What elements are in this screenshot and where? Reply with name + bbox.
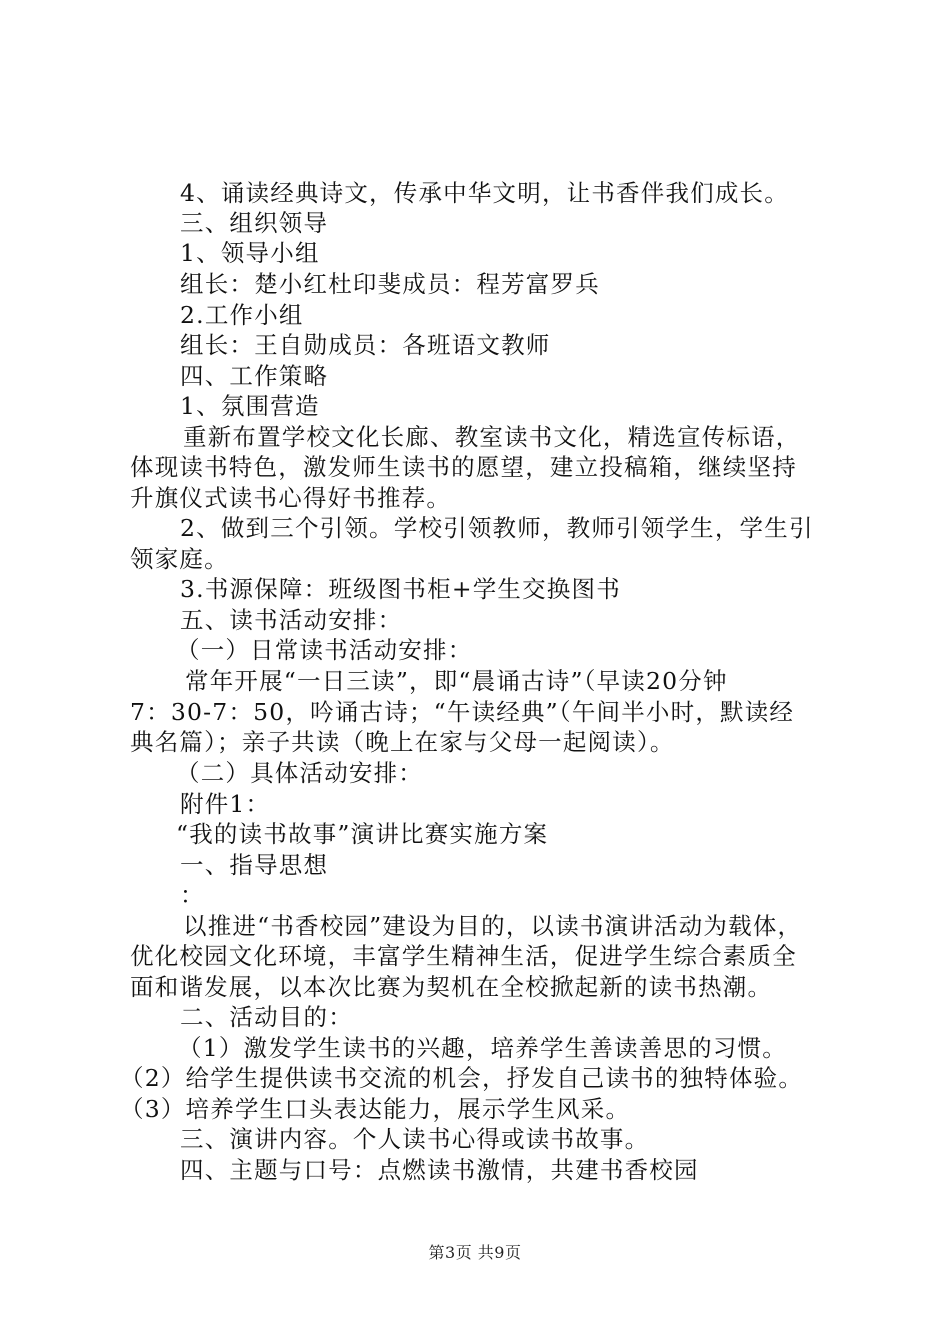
paragraph-line: 典名篇）；亲子共读（晚上在家与父母一起阅读）。 — [130, 728, 675, 756]
text-line: 组长：楚小红杜印斐成员：程芳富罗兵 — [180, 270, 600, 298]
list-item: （3）培养学生口头表达能力，展示学生风采。 — [120, 1095, 631, 1123]
page-number-footer: 第3页 共9页 — [428, 1243, 522, 1262]
subsection-heading: 2.工作小组 — [180, 301, 304, 329]
subsection-heading: 1、领导小组 — [180, 239, 320, 267]
section-heading: 三、演讲内容。个人读书心得或读书故事。 — [180, 1125, 650, 1153]
section-heading: 三、组织领导 — [180, 209, 329, 237]
attachment-title: “我的读书故事”演讲比赛实施方案 — [176, 820, 549, 848]
list-item: （2）给学生提供读书交流的机会，抒发自己读书的独特体验。 — [120, 1064, 804, 1092]
paragraph-line: 优化校园文化环境，丰富学生精神生活，促进学生综合素质全 — [130, 942, 797, 970]
subsection-heading: （一）日常读书活动安排： — [176, 636, 473, 664]
text-line: 组长：王自勋成员：各班语文教师 — [180, 331, 551, 359]
paragraph-line: 2、做到三个引领。学校引领教师，教师引领学生，学生引 — [180, 514, 814, 542]
section-heading: 一、指导思想 — [180, 851, 329, 879]
section-heading: 四、工作策略 — [180, 362, 329, 390]
text-line: 4、诵读经典诗文，传承中华文明，让书香伴我们成长。 — [180, 179, 789, 207]
attachment-label: 附件1： — [180, 790, 271, 818]
section-heading: 四、主题与口号：点燃读书激情，共建书香校园 — [180, 1156, 699, 1184]
subsection-heading: 1、氛围营造 — [180, 392, 320, 420]
section-heading: 二、活动目的： — [180, 1003, 353, 1031]
text-line: 3.书源保障：班级图书柜+学生交换图书 — [180, 575, 621, 603]
section-heading: 五、读书活动安排： — [180, 606, 403, 634]
subsection-heading: （二）具体活动安排： — [176, 759, 423, 787]
paragraph-line: 以推进“书香校园”建设为目的，以读书演讲活动为载体， — [183, 912, 803, 940]
paragraph-line: 7：30-7：50，吟诵古诗；“午读经典”（午间半小时，默读经 — [130, 698, 795, 726]
paragraph-line: 面和谐发展，以本次比赛为契机在全校掀起新的读书热潮。 — [130, 973, 773, 1001]
paragraph-line: 体现读书特色，激发师生读书的愿望，建立投稿箱，继续坚持 — [130, 453, 797, 481]
paragraph-line: 重新布置学校文化长廊、教室读书文化，精选宣传标语， — [183, 423, 801, 451]
paragraph-line: 常年开展“一日三读”，即“晨诵古诗”（早读20分钟 — [185, 667, 728, 695]
list-item: （1）激发学生读书的兴趣，培养学生善读善思的习惯。 — [178, 1034, 787, 1062]
paragraph-line: 领家庭。 — [130, 545, 229, 573]
paragraph-line: 升旗仪式读书心得好书推荐。 — [130, 484, 452, 512]
text-line: ： — [180, 881, 205, 909]
